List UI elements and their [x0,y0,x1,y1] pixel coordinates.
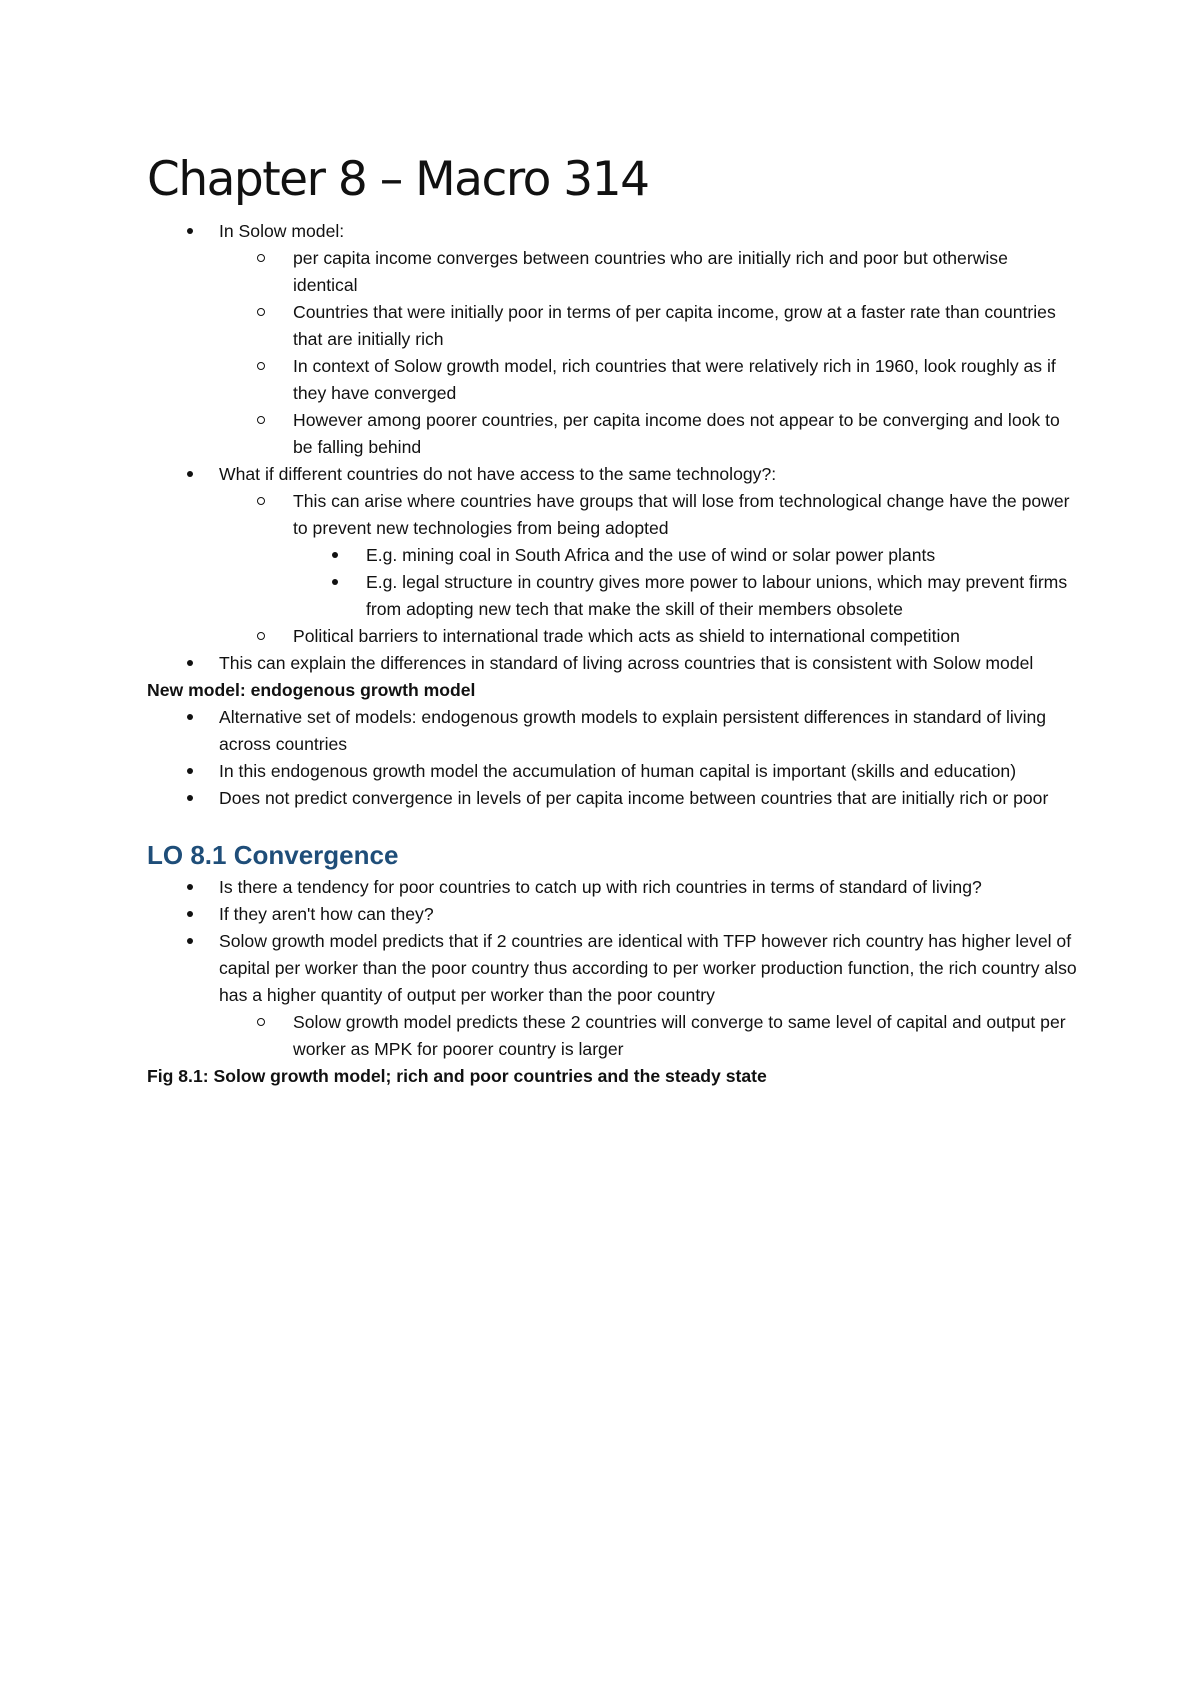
list-item [147,569,1077,623]
list-item [147,353,1077,407]
circle-bullet-icon [257,407,265,434]
solow-list [147,218,1077,677]
list-item [147,785,1077,812]
list-item [147,928,1077,1009]
list-item-text: In this endogenous growth model the accumulation of human capital is important (skills and education) [219,761,1017,781]
list-item-text: In Solow model: [219,221,345,241]
list-item-text: E.g. legal structure in country gives more power to labour unions, which may prevent firms from adopting new tech that make the skill of their members obsolete [366,572,1068,619]
list-item [147,488,1077,542]
list-item-text: Solow growth model predicts that if 2 countries are identical with TFP however rich country has higher level of capital per worker than the poor country thus according to per worker production function, the rich country also has a higher quantity of output per worker than the poor country [219,931,1077,1005]
list-item-text: Countries that were initially poor in terms of per capita income, grow at a faster rate than countries that are initially rich [293,302,1056,349]
circle-bullet-icon [257,488,265,515]
list-item [147,704,1077,758]
list-item-text: per capita income converges between countries who are initially rich and poor but otherwise identical [293,248,1008,295]
circle-bullet-icon [257,1009,265,1036]
convergence-list [147,874,1077,1063]
list-item-text: This can explain the differences in standard of living across countries that is consistent with Solow model [219,653,1034,673]
bullet-icon [187,704,193,731]
circle-bullet-icon [257,353,265,380]
list-item-text: Alternative set of models: endogenous growth models to explain persistent differences in standard of living across countries [219,707,1047,754]
list-item [147,461,1077,488]
figure-caption: Fig 8.1: Solow growth model; rich and poor countries and the steady state [147,1066,767,1086]
list-item-text: Solow growth model predicts these 2 countries will converge to same level of capital and output per worker as MPK for poorer country is larger [293,1012,1066,1059]
list-item-text: What if different countries do not have access to the same technology?: [219,464,777,484]
bullet-icon [187,461,193,488]
new-model-list [147,704,1077,812]
bullet-icon [187,901,193,928]
list-item-text: Is there a tendency for poor countries to catch up with rich countries in terms of standard of living? [219,877,982,897]
list-item [147,245,1077,299]
list-item [147,542,1077,569]
list-item [147,407,1077,461]
document-page [147,150,1077,1090]
bullet-icon [187,874,193,901]
bullet-icon [187,928,193,955]
list-item-text: Does not predict convergence in levels of per capita income between countries that are initially rich or poor [219,788,1049,808]
list-item [147,299,1077,353]
list-item-text: This can arise where countries have groups that will lose from technological change have the power to prevent new technologies from being adopted [293,491,1070,538]
bullet-icon [187,758,193,785]
circle-bullet-icon [257,623,265,650]
list-item [147,901,1077,928]
bullet-icon [332,569,338,596]
list-item [147,874,1077,901]
list-item [147,758,1077,785]
list-item-text: However among poorer countries, per capita income does not appear to be converging and look to be falling behind [293,410,1060,457]
bullet-icon [187,650,193,677]
list-item-text: In context of Solow growth model, rich countries that were relatively rich in 1960, look roughly as if they have converged [293,356,1056,403]
list-item [147,623,1077,650]
new-model-heading: New model: endogenous growth model [147,680,476,700]
section-heading-lo81: LO 8.1 Convergence [147,840,399,870]
list-item-text: E.g. mining coal in South Africa and the use of wind or solar power plants [366,545,936,565]
list-item [147,650,1077,677]
list-item [147,218,1077,245]
list-item-text: If they aren't how can they? [219,904,434,924]
bullet-icon [332,542,338,569]
list-item-text: Political barriers to international trade which acts as shield to international competition [293,626,960,646]
bullet-icon [187,218,193,245]
circle-bullet-icon [257,245,265,272]
list-item [147,1009,1077,1063]
bullet-icon [187,785,193,812]
page-title: Chapter 8 – Macro 314 [147,152,649,207]
circle-bullet-icon [257,299,265,326]
